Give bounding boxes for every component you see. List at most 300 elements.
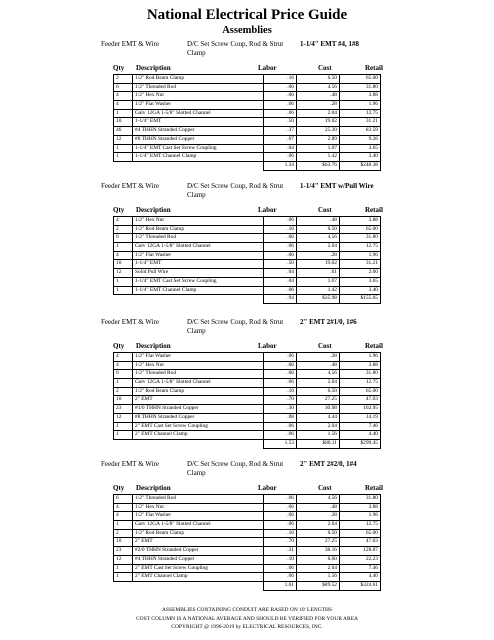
labor-cell: .10 [264, 555, 297, 564]
labor-cell: .16 [264, 387, 297, 396]
assembly-size-label: 2" EMT 2#1/0, 1#6 [300, 318, 357, 326]
description-cell: 1/2" Flat Washer [133, 101, 264, 110]
total-row [114, 439, 381, 448]
labor-cell: .06 [264, 573, 297, 582]
retail-cell: 7.46 [340, 422, 381, 431]
qty-cell: 4 [114, 92, 133, 101]
column-header-retail: Retail [365, 64, 383, 72]
cost-cell: 6.60 [297, 555, 340, 564]
qty-cell: 1 [114, 277, 133, 286]
qty-cell: 1 [114, 109, 133, 118]
retail-cell: 3.65 [340, 277, 381, 286]
table-row [114, 396, 381, 405]
table-row [114, 405, 381, 414]
description-cell: #4 THHN Stranded Copper [133, 127, 264, 136]
description-cell: 1/2" Flat Washer [133, 251, 264, 260]
description-cell: 1/2" Rod Beam Clamp [133, 387, 264, 396]
cost-cell: .28 [297, 353, 340, 362]
qty-cell: 46 [114, 127, 133, 136]
labor-cell: .06 [264, 101, 297, 110]
table-row [114, 144, 381, 153]
table-row [114, 495, 381, 504]
table-row [114, 251, 381, 260]
cost-cell: 1.07 [297, 144, 340, 153]
labor-cell: .16 [264, 225, 297, 234]
cost-cell: 2.04 [297, 243, 340, 252]
qty-cell: 6 [114, 83, 133, 92]
cost-cell: 19.02 [297, 118, 340, 127]
qty-cell: 4 [114, 251, 133, 260]
qty-cell: 4 [114, 503, 133, 512]
retail-cell: 9.26 [340, 135, 381, 144]
table-row [114, 521, 381, 530]
retail-cell: 3.88 [340, 361, 381, 370]
qty-cell: 12 [114, 555, 133, 564]
labor-cell: .30 [264, 405, 297, 414]
assembly-table [113, 494, 381, 591]
table-row [114, 243, 381, 252]
table-row [114, 512, 381, 521]
qty-cell: 1 [114, 431, 133, 440]
cost-cell: 27.25 [297, 396, 340, 405]
description-cell: 1/2" Rod Beam Clamp [133, 75, 264, 84]
qty-cell: 4 [114, 217, 133, 226]
retail-cell: 3.88 [340, 503, 381, 512]
qty-cell: 1 [114, 521, 133, 530]
labor-cell: .04 [264, 269, 297, 278]
retail-cell: 65.00 [340, 387, 381, 396]
assembly-section [0, 460, 494, 591]
description-cell: 2" EMT [133, 396, 264, 405]
cost-cell: 19.02 [297, 260, 340, 269]
column-header-row [0, 206, 494, 216]
column-header-cost: Cost [318, 342, 332, 350]
qty-cell: 6 [114, 495, 133, 504]
assembly-section [0, 40, 494, 171]
table-row [114, 370, 381, 379]
total-retail: $248.38 [340, 161, 381, 170]
column-header-description: Description [136, 206, 171, 214]
table-row [114, 153, 381, 162]
description-cell: 1/2" Threaded Rod [133, 370, 264, 379]
description-cell: Solid Pull Wire [133, 269, 264, 278]
assembly-connection-label: D/C Set Screw Coup, Rod & Strut Clamp [187, 318, 284, 335]
assembly-size-label: 2" EMT 2#2/0, 1#4 [300, 460, 357, 468]
qty-cell: 4 [114, 361, 133, 370]
qty-cell: 23 [114, 547, 133, 556]
qty-cell: 12 [114, 413, 133, 422]
total-cost: $35.98 [297, 295, 340, 304]
empty-cell [133, 295, 264, 304]
cost-cell: 27.25 [297, 538, 340, 547]
labor-cell: .04 [264, 144, 297, 153]
table-row [114, 217, 381, 226]
retail-cell: 2.00 [340, 269, 381, 278]
column-header-retail: Retail [365, 342, 383, 350]
description-cell: 1-1/4" EMT Cast Set Screw Coupling [133, 277, 264, 286]
retail-cell: 14.19 [340, 413, 381, 422]
cost-cell: 6.50 [297, 225, 340, 234]
qty-cell: 2 [114, 387, 133, 396]
assembly-connection-label: D/C Set Screw Coup, Rod & Strut Clamp [187, 40, 284, 57]
empty-cell [133, 581, 264, 590]
description-cell: 1-1/4" EMT Channel Clamp [133, 153, 264, 162]
labor-cell: .06 [264, 503, 297, 512]
retail-cell: 3.88 [340, 217, 381, 226]
labor-cell: .06 [264, 564, 297, 573]
retail-cell: 31.80 [340, 83, 381, 92]
cost-cell: 6.50 [297, 387, 340, 396]
assembly-feeder-label: Feeder EMT & Wire [101, 40, 159, 48]
retail-cell: 3.65 [340, 144, 381, 153]
cost-cell: 30.98 [297, 405, 340, 414]
empty-cell [133, 439, 264, 448]
qty-cell: 12 [114, 135, 133, 144]
labor-cell: .06 [264, 234, 297, 243]
total-cost: $80.11 [297, 439, 340, 448]
labor-cell: .06 [264, 361, 297, 370]
qty-cell: 4 [114, 512, 133, 521]
column-header-qty: Qty [113, 206, 125, 214]
qty-cell: 6 [114, 370, 133, 379]
labor-cell: .06 [264, 243, 297, 252]
retail-cell: 4.40 [340, 431, 381, 440]
column-header-description: Description [136, 64, 171, 72]
labor-cell: .06 [264, 217, 297, 226]
cost-cell: .61 [297, 269, 340, 278]
page-title: National Electrical Price Guide [146, 7, 348, 23]
description-cell: Galv 12GA 1-5/8" Slotted Channel [133, 243, 264, 252]
column-header-labor: Labor [258, 206, 277, 214]
qty-cell: 10 [114, 118, 133, 127]
cost-cell: 2.04 [297, 109, 340, 118]
labor-cell: .37 [264, 127, 297, 136]
labor-cell: .06 [264, 92, 297, 101]
description-cell: 1/2" Threaded Rod [133, 495, 264, 504]
retail-cell: 128.87 [340, 547, 381, 556]
labor-cell: .07 [264, 135, 297, 144]
cost-cell: 25.30 [297, 127, 340, 136]
assembly-header [0, 182, 494, 204]
retail-cell: 1.96 [340, 101, 381, 110]
retail-cell: 1.96 [340, 512, 381, 521]
qty-cell: 1 [114, 243, 133, 252]
labor-cell: .04 [264, 277, 297, 286]
column-header-qty: Qty [113, 64, 125, 72]
retail-cell: 65.00 [340, 225, 381, 234]
empty-cell [133, 161, 264, 170]
description-cell: Galv 12GA 1-5/8" Slotted Channel [133, 521, 264, 530]
cost-cell: 1.07 [297, 277, 340, 286]
cost-cell: 4.56 [297, 495, 340, 504]
labor-cell: .06 [264, 422, 297, 431]
retail-cell: 47.03 [340, 396, 381, 405]
retail-cell: 65.00 [340, 75, 381, 84]
qty-cell: 2 [114, 225, 133, 234]
labor-cell: .06 [264, 153, 297, 162]
labor-cell: .08 [264, 413, 297, 422]
column-header-labor: Labor [258, 484, 277, 492]
column-header-description: Description [136, 484, 171, 492]
cost-cell: 1.56 [297, 573, 340, 582]
assembly-table [113, 216, 381, 304]
description-cell: #4 THHN Stranded Copper [133, 555, 264, 564]
cost-cell: 2.04 [297, 521, 340, 530]
assembly-header [0, 40, 494, 62]
table-row [114, 135, 381, 144]
retail-cell: 3.40 [340, 286, 381, 295]
retail-cell: 31.21 [340, 260, 381, 269]
description-cell: 1/2" Hex Nut [133, 217, 264, 226]
description-cell: 2" EMT Cast Set Screw Coupling [133, 422, 264, 431]
qty-cell: 12 [114, 269, 133, 278]
labor-cell: .06 [264, 370, 297, 379]
table-row [114, 547, 381, 556]
labor-cell: .06 [264, 353, 297, 362]
table-row [114, 225, 381, 234]
description-cell: 1/2" Hex Nut [133, 503, 264, 512]
assembly-header [0, 460, 494, 482]
labor-cell: .16 [264, 75, 297, 84]
table-row [114, 286, 381, 295]
column-header-row [0, 342, 494, 352]
labor-cell: .06 [264, 431, 297, 440]
labor-cell: .50 [264, 118, 297, 127]
table-row [114, 413, 381, 422]
table-row [114, 573, 381, 582]
column-header-labor: Labor [258, 342, 277, 350]
description-cell: 1-1/4" EMT Channel Clamp [133, 286, 264, 295]
assembly-feeder-label: Feeder EMT & Wire [101, 460, 159, 468]
assembly-feeder-label: Feeder EMT & Wire [101, 318, 159, 326]
assembly-table [113, 74, 381, 171]
description-cell: 1-1/4" EMT [133, 118, 264, 127]
total-labor: 1.34 [264, 161, 297, 170]
cost-cell: 6.50 [297, 529, 340, 538]
labor-cell: .31 [264, 547, 297, 556]
footer-line: ASSEMBLIES CONTAINING CONDUIT ARE BASED ON 10' LENGTHS [161, 607, 333, 613]
description-cell: #2/0 THHN Stranded Copper [133, 547, 264, 556]
cost-cell: .48 [297, 361, 340, 370]
footer [0, 606, 494, 632]
total-cost: $89.52 [297, 581, 340, 590]
cost-cell: 6.50 [297, 75, 340, 84]
cost-cell: .28 [297, 251, 340, 260]
labor-cell: .06 [264, 109, 297, 118]
qty-cell: 1 [114, 564, 133, 573]
retail-cell: 1.96 [340, 251, 381, 260]
table-row [114, 361, 381, 370]
description-cell: 1/2" Threaded Rod [133, 83, 264, 92]
assembly-section [0, 318, 494, 449]
qty-cell: 10 [114, 260, 133, 269]
description-cell: 1/2" Hex Nut [133, 361, 264, 370]
column-header-retail: Retail [365, 206, 383, 214]
assembly-size-label: 1-1/4" EMT w/Pull Wire [300, 182, 374, 190]
retail-cell: 12.75 [340, 379, 381, 388]
qty-cell: 1 [114, 153, 133, 162]
cost-cell: 2.04 [297, 564, 340, 573]
total-row [114, 161, 381, 170]
table-row [114, 422, 381, 431]
description-cell: 2" EMT Cast Set Screw Coupling [133, 564, 264, 573]
column-header-qty: Qty [113, 342, 125, 350]
empty-cell [114, 581, 133, 590]
table-row [114, 234, 381, 243]
footer-line: COPYRIGHT @ 1996-2019 by ELECTRICAL RESOURCES, INC. [171, 624, 323, 630]
empty-cell [114, 439, 133, 448]
labor-cell: .16 [264, 529, 297, 538]
empty-cell [114, 295, 133, 304]
total-retail: $155.65 [340, 295, 381, 304]
cost-cell: 4.56 [297, 370, 340, 379]
labor-cell: .70 [264, 396, 297, 405]
retail-cell: 3.88 [340, 92, 381, 101]
table-row [114, 503, 381, 512]
cost-cell: .48 [297, 92, 340, 101]
table-row [114, 269, 381, 278]
description-cell: 2" EMT [133, 538, 264, 547]
table-row [114, 564, 381, 573]
retail-cell: 102.95 [340, 405, 381, 414]
labor-cell: .06 [264, 251, 297, 260]
retail-cell: 31.21 [340, 118, 381, 127]
qty-cell: 10 [114, 538, 133, 547]
assembly-table [113, 352, 381, 449]
table-row [114, 387, 381, 396]
total-labor: 1.61 [264, 581, 297, 590]
labor-cell: .06 [264, 379, 297, 388]
description-cell: 1-1/4" EMT [133, 260, 264, 269]
table-row [114, 127, 381, 136]
cost-cell: .48 [297, 503, 340, 512]
retail-cell: 65.00 [340, 529, 381, 538]
table-row [114, 75, 381, 84]
cost-cell: 38.16 [297, 547, 340, 556]
table-row [114, 431, 381, 440]
retail-cell: 12.75 [340, 243, 381, 252]
labor-cell: .06 [264, 495, 297, 504]
retail-cell: 12.75 [340, 521, 381, 530]
column-header-cost: Cost [318, 206, 332, 214]
table-row [114, 109, 381, 118]
assembly-feeder-label: Feeder EMT & Wire [101, 182, 159, 190]
description-cell: 2" EMT Channel Clamp [133, 431, 264, 440]
qty-cell: 2 [114, 75, 133, 84]
table-row [114, 353, 381, 362]
retail-cell: 83.59 [340, 127, 381, 136]
cost-cell: 1.56 [297, 431, 340, 440]
labor-cell: .06 [264, 521, 297, 530]
cost-cell: .28 [297, 512, 340, 521]
description-cell: #8 THHN Stranded Copper [133, 135, 264, 144]
table-row [114, 538, 381, 547]
total-retail: $299.45 [340, 439, 381, 448]
assembly-header [0, 318, 494, 340]
assembly-section [0, 182, 494, 304]
labor-cell: .50 [264, 260, 297, 269]
assembly-connection-label: D/C Set Screw Coup, Rod & Strut Clamp [187, 460, 284, 477]
qty-cell: 1 [114, 286, 133, 295]
description-cell: 2" EMT Channel Clamp [133, 573, 264, 582]
table-row [114, 555, 381, 564]
column-header-labor: Labor [258, 64, 277, 72]
cost-cell: 4.56 [297, 83, 340, 92]
cost-cell: 1.42 [297, 286, 340, 295]
footer-line: COST COLUMN IS A NATIONAL AVERAGE AND SHOULD BE VERIFIED FOR YOUR AREA [135, 615, 359, 622]
labor-cell: .06 [264, 286, 297, 295]
retail-cell: 3.40 [340, 153, 381, 162]
column-header-row [0, 64, 494, 74]
description-cell: Galv 12GA 1-5/8" Slotted Channel [133, 109, 264, 118]
total-cost: $63.76 [297, 161, 340, 170]
qty-cell: 1 [114, 573, 133, 582]
assembly-size-label: 1-1/4" EMT #4, 1#8 [300, 40, 359, 48]
description-cell: Galv 12GA 1-5/8" Slotted Channel [133, 379, 264, 388]
cost-cell: 1.42 [297, 153, 340, 162]
retail-cell: 22.23 [340, 555, 381, 564]
column-header-qty: Qty [113, 484, 125, 492]
qty-cell: 4 [114, 353, 133, 362]
cost-cell: 4.56 [297, 234, 340, 243]
qty-cell: 23 [114, 405, 133, 414]
retail-cell: 47.03 [340, 538, 381, 547]
description-cell: 1-1/4" EMT Cast Set Screw Coupling [133, 144, 264, 153]
retail-cell: 12.75 [340, 109, 381, 118]
qty-cell: 10 [114, 396, 133, 405]
retail-cell: 31.80 [340, 495, 381, 504]
empty-cell [114, 161, 133, 170]
description-cell: #8 THHN Stranded Copper [133, 413, 264, 422]
table-row [114, 277, 381, 286]
qty-cell: 1 [114, 379, 133, 388]
cost-cell: .48 [297, 217, 340, 226]
cost-cell: 2.04 [297, 422, 340, 431]
description-cell: #1/0 THHN Stranded Copper [133, 405, 264, 414]
table-row [114, 92, 381, 101]
assembly-connection-label: D/C Set Screw Coup, Rod & Strut Clamp [187, 182, 284, 199]
retail-cell: 7.46 [340, 564, 381, 573]
total-row [114, 581, 381, 590]
retail-cell: 4.40 [340, 573, 381, 582]
table-row [114, 101, 381, 110]
table-row [114, 529, 381, 538]
qty-cell: 4 [114, 101, 133, 110]
column-header-cost: Cost [318, 64, 332, 72]
table-row [114, 118, 381, 127]
total-row [114, 295, 381, 304]
description-cell: 1/2" Flat Washer [133, 353, 264, 362]
qty-cell: 2 [114, 529, 133, 538]
description-cell: 1/2" Rod Beam Clamp [133, 225, 264, 234]
cost-cell: 4.44 [297, 413, 340, 422]
table-row [114, 379, 381, 388]
total-retail: $324.61 [340, 581, 381, 590]
description-cell: 1/2" Rod Beam Clamp [133, 529, 264, 538]
cost-cell: 2.89 [297, 135, 340, 144]
qty-cell: 6 [114, 234, 133, 243]
column-header-row [0, 484, 494, 494]
qty-cell: 1 [114, 144, 133, 153]
qty-cell: 1 [114, 422, 133, 431]
page-subtitle: Assemblies [222, 25, 272, 36]
column-header-retail: Retail [365, 484, 383, 492]
labor-cell: .06 [264, 83, 297, 92]
labor-cell: .06 [264, 512, 297, 521]
table-row [114, 260, 381, 269]
column-header-cost: Cost [318, 484, 332, 492]
retail-cell: 1.96 [340, 353, 381, 362]
